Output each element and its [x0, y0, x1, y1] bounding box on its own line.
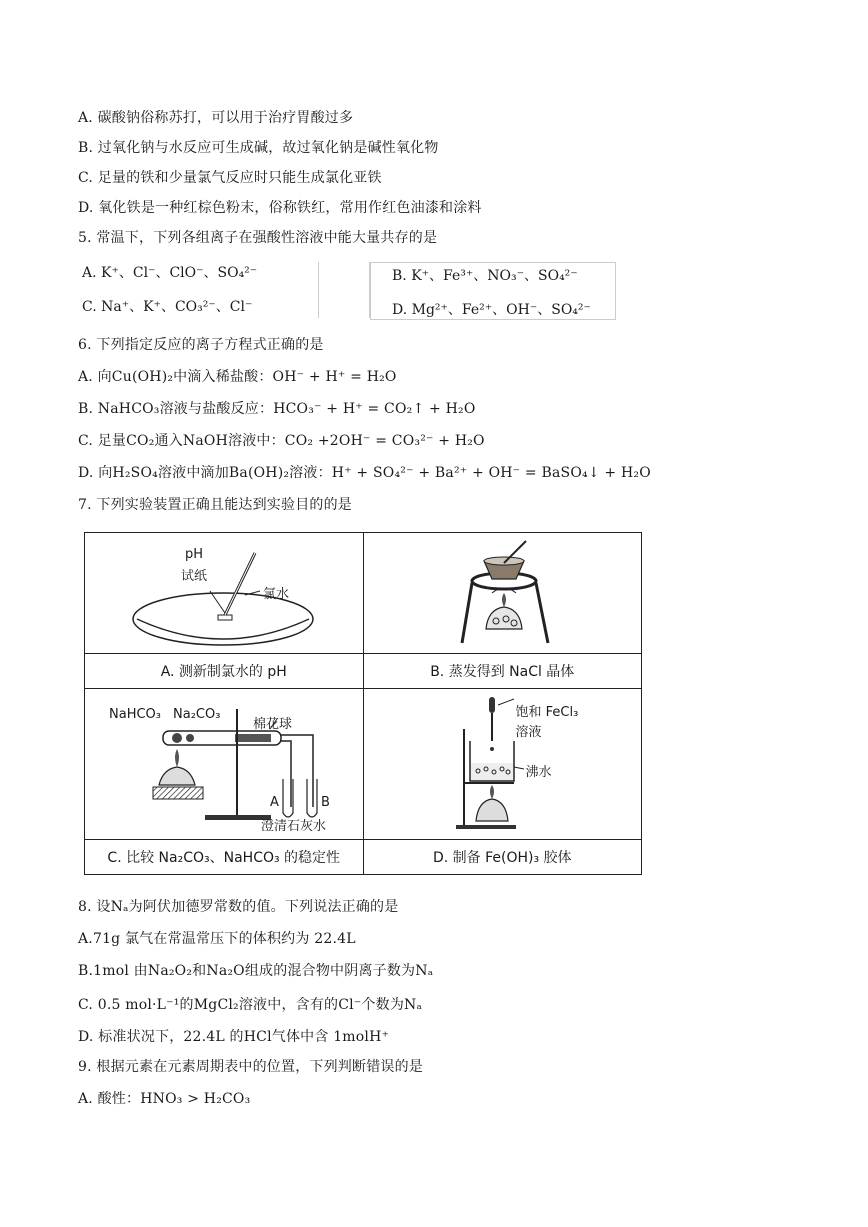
label-tube-b: B: [321, 795, 330, 810]
q6-stem: 6. 下列指定反应的离子方程式正确的是: [78, 337, 324, 353]
caption-a: A. 测新制氯水的 pH: [85, 654, 364, 689]
q8-option-c: C. 0.5 mol·L⁻¹的MgCl₂溶液中，含有的Cl⁻个数为Nₐ: [78, 997, 423, 1013]
caption-d: D. 制备 Fe(OH)₃ 胶体: [363, 840, 642, 875]
label-na2co3: Na₂CO₃: [173, 707, 221, 722]
caption-b: B. 蒸发得到 NaCl 晶体: [363, 654, 642, 689]
label-fecl3: 饱和 FeCl₃: [515, 705, 579, 720]
q4-option-d: D. 氧化铁是一种红棕色粉末，俗称铁红，常用作红色油漆和涂料: [78, 200, 482, 216]
label-solution: 溶液: [515, 725, 542, 740]
q6-option-c: C. 足量CO₂通入NaOH溶液中：CO₂ +2OH⁻ = CO₃²⁻ + H₂O: [78, 433, 485, 449]
label-ph: pH: [185, 547, 204, 562]
q6-option-a: A. 向Cu(OH)₂中滴入稀盐酸：OH⁻ + H⁺ = H₂O: [78, 369, 397, 385]
scan-residue: [370, 262, 616, 320]
scan-residue: [318, 262, 370, 318]
fig-a-cell: [85, 533, 364, 654]
q5-option-c: C. Na⁺、K⁺、CO₃²⁻、Cl⁻: [82, 299, 253, 315]
ph-test-figure: [85, 533, 364, 653]
q7-stem: 7. 下列实验装置正确且能达到实验目的的是: [78, 497, 353, 513]
colloid-figure: [364, 689, 643, 839]
fig-b-cell: [363, 533, 642, 654]
q8-option-d: D. 标准状况下，22.4L 的HCl气体中含 1molH⁺: [78, 1029, 390, 1045]
label-test-paper: 试纸: [181, 569, 208, 584]
label-limewater: 澄清石灰水: [261, 819, 327, 834]
fig-d-cell: [363, 689, 642, 840]
fig-c-cell: [85, 689, 364, 840]
q9-option-a: A. 酸性：HNO₃ > H₂CO₃: [78, 1091, 251, 1107]
label-chlorine-water: 氯水: [263, 587, 290, 602]
q4-option-b: B. 过氧化钠与水反应可生成碱，故过氧化钠是碱性氧化物: [78, 140, 439, 156]
q8-stem: 8. 设Nₐ为阿伏加德罗常数的值。下列说法正确的是: [78, 899, 399, 915]
caption-c: C. 比较 Na₂CO₃、NaHCO₃ 的稳定性: [85, 840, 364, 875]
q5-option-d: D. Mg²⁺、Fe²⁺、OH⁻、SO₄²⁻: [392, 302, 591, 318]
q9-stem: 9. 根据元素在元素周期表中的位置，下列判断错误的是: [78, 1059, 424, 1075]
q5-stem: 5. 常温下，下列各组离子在强酸性溶液中能大量共存的是: [78, 230, 438, 246]
q8-option-a: A.71g 氯气在常温常压下的体积约为 22.4L: [78, 931, 356, 947]
q5-option-a: A. K⁺、Cl⁻、ClO⁻、SO₄²⁻: [82, 265, 258, 281]
label-nahco3: NaHCO₃: [109, 707, 161, 722]
label-tube-a: A: [270, 795, 279, 810]
evaporation-figure: [364, 533, 643, 653]
q4-option-a: A. 碳酸钠俗称苏打，可以用于治疗胃酸过多: [78, 110, 354, 126]
q4-option-c: C. 足量的铁和少量氯气反应时只能生成氯化亚铁: [78, 170, 382, 186]
q6-option-b: B. NaHCO₃溶液与盐酸反应：HCO₃⁻ + H⁺ = CO₂↑ + H₂O: [78, 401, 476, 417]
q6-option-d: D. 向H₂SO₄溶液中滴加Ba(OH)₂溶液：H⁺ + SO₄²⁻ + Ba²⁺ + OH⁻ = BaSO₄↓ + H₂O: [78, 465, 651, 481]
label-cotton-ball: 棉花球: [253, 717, 293, 732]
experiment-table: [84, 532, 642, 875]
q8-option-b: B.1mol 由Na₂O₂和Na₂O组成的混合物中阴离子数为Nₐ: [78, 963, 434, 979]
q5-option-b: B. K⁺、Fe³⁺、NO₃⁻、SO₄²⁻: [392, 268, 578, 284]
label-boiling-water: 沸水: [525, 765, 552, 780]
